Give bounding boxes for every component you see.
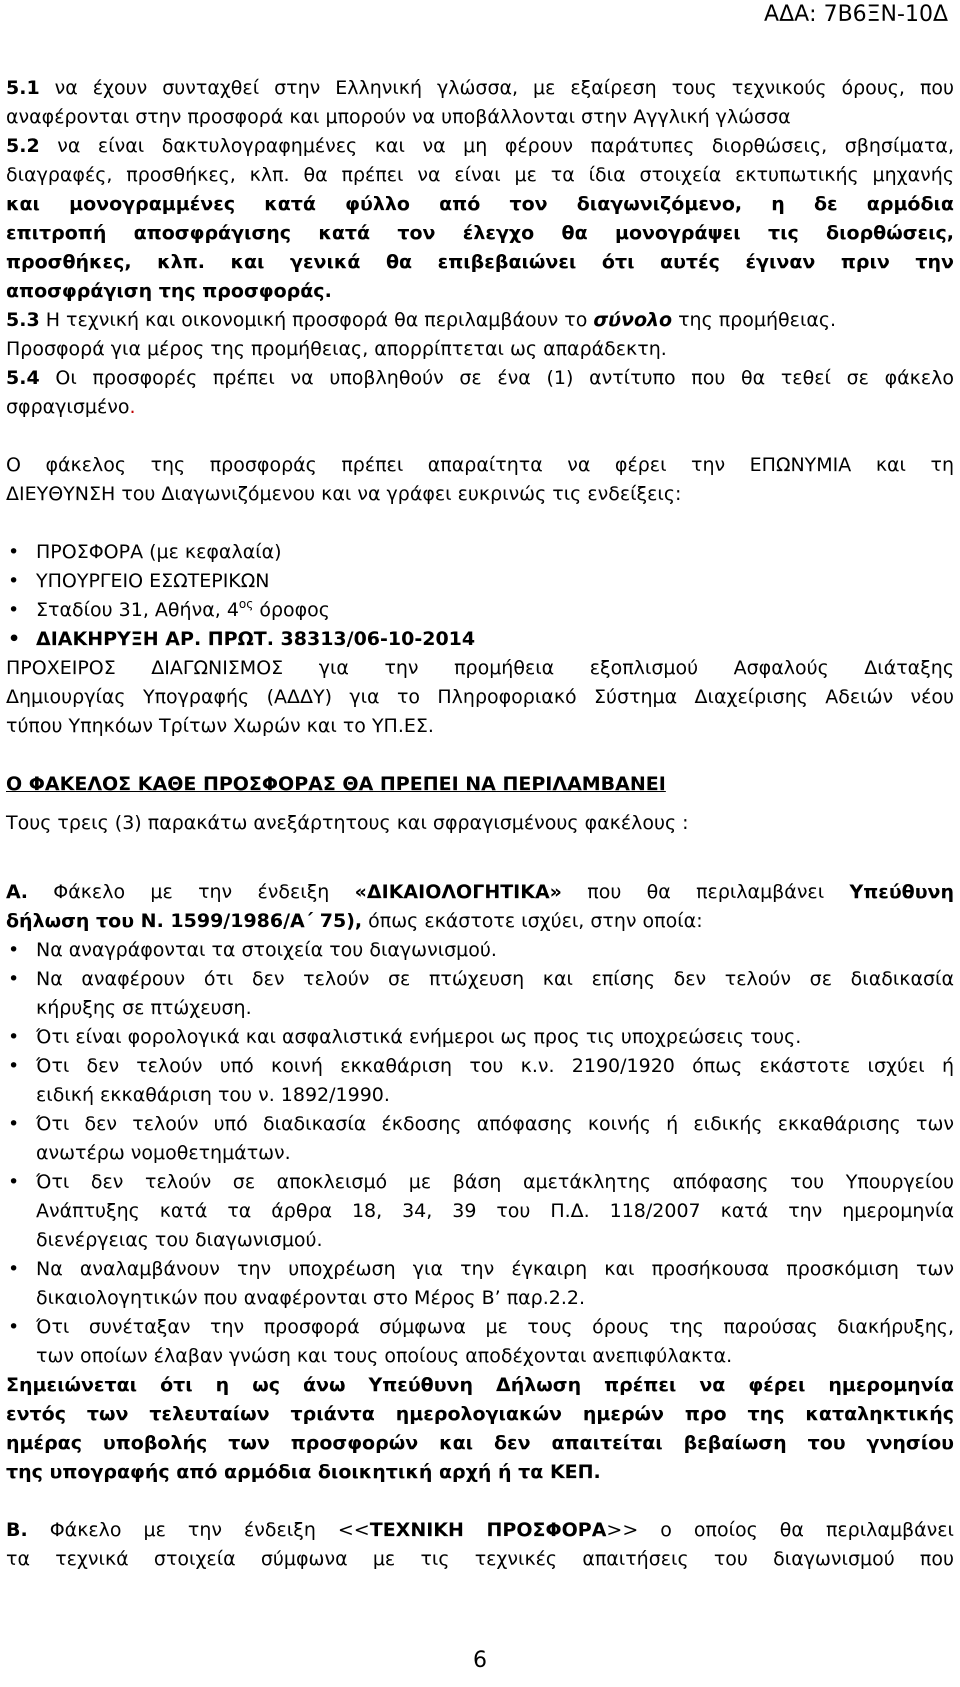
part-a-letter: Α. — [6, 881, 28, 903]
emphasis-total: σύνολο — [593, 309, 673, 331]
list-item-continuation: ανωτέρω νομοθετημάτων. — [36, 1142, 291, 1164]
paragraph-5-2-line-1: 5.2 να είναι δακτυλογραφημένες και να μη φέρουν παράτυπες διορθώσεις, σβησίματα, — [6, 135, 954, 157]
paragraph-5-2-line-4: επιτροπή αποσφράγισης κατά τον έλεγχο θα μονογράψει τις διορθώσεις, — [6, 222, 954, 244]
part-b-line-1: Β. Φάκελο με την ένδειξη <<ΤΕΧΝΙΚΗ ΠΡΟΣΦΟΡΑ>> ο οποίος θα περιλαμβάνει — [6, 1519, 954, 1541]
paragraph-5-2-line-6: αποσφράγιση της προσφοράς. — [6, 280, 332, 302]
paragraph-5-4-line-2: σφραγισμένο. — [6, 396, 136, 418]
envelope-description-line-2: Δημιουργίας Υπογραφής (ΑΔΔΥ) για το Πληροφοριακό Σύστημα Διαχείρισης Αδειών νέου — [6, 686, 954, 708]
list-item-continuation: δικαιολογητικών που αναφέρονται στο Μέρος Β’ παρ.2.2. — [36, 1287, 586, 1309]
envelope-paragraph-line-1: Ο φάκελος της προσφοράς πρέπει απαραίτητα να φέρει την ΕΠΩΝΥΜΙΑ και τη — [6, 454, 954, 476]
list-item: • Ότι δεν τελούν υπό διαδικασία έκδοσης απόφασης κοινής ή ειδικής εκκαθάρισης των — [6, 1110, 954, 1139]
section-number: 5.2 — [6, 135, 40, 157]
section-number: 5.1 — [6, 77, 40, 99]
envelope-description-line-1: ΠΡΟΧΕΙΡΟΣ ΔΙΑΓΩΝΙΣΜΟΣ για την προμήθεια εξοπλισμού Ασφαλούς Διάταξης — [6, 657, 954, 679]
part-a-line-2: δήλωση του Ν. 1599/1986/Α΄ 75), όπως εκάστοτε ισχύει, στην οποία: — [6, 910, 703, 932]
part-a-note-line-1: Σημειώνεται ότι η ως άνω Υπεύθυνη Δήλωση πρέπει να φέρει ημερομηνία — [6, 1374, 954, 1396]
envelope-bullet: • ΔΙΑΚΗΡΥΞΗ ΑΡ. ΠΡΩΤ. 38313/06-10-2014 — [6, 625, 954, 654]
list-item: • Ότι δεν τελούν σε αποκλεισμό με βάση αμετάκλητης απόφασης του Υπουργείου — [6, 1168, 954, 1197]
paragraph-5-2-line-2: διαγραφές, προσθήκες, κλπ. θα πρέπει να είναι με τα ίδια στοιχεία εκτυπωτικής μηχανής — [6, 164, 954, 186]
page-number: 6 — [473, 1648, 487, 1673]
paragraph-5-2-line-5: προσθήκες, κλπ. και γενικά θα επιβεβαιώνει ότι αυτές έγιναν πριν την — [6, 251, 954, 273]
list-item: • Ότι δεν τελούν υπό κοινή εκκαθάριση του κ.ν. 2190/1920 όπως εκάστοτε ισχύει ή — [6, 1052, 954, 1081]
part-b-line-2: τα τεχνικά στοιχεία σύμφωνα με τις τεχνικές απαιτήσεις του διαγωνισμού που — [6, 1548, 954, 1570]
list-item-continuation: των οποίων έλαβαν γνώση και τους οποίους αποδέχονται ανεπιφύλακτα. — [36, 1345, 733, 1367]
paragraph-5-4-line-1: 5.4 Οι προσφορές πρέπει να υποβληθούν σε ένα (1) αντίτυπο που θα τεθεί σε φάκελο — [6, 367, 954, 389]
spacer — [6, 509, 954, 538]
list-item: • Να αναλαμβάνουν την υποχρέωση για την έγκαιρη και προσήκουσα προσκόμιση των — [6, 1255, 954, 1284]
document-body — [6, 74, 954, 1574]
list-item: • Να αναγράφονται τα στοιχεία του διαγωνισμού. — [6, 936, 954, 965]
part-b-letter: Β. — [6, 1519, 28, 1541]
envelope-bullet: • ΠΡΟΣΦΟΡΑ (με κεφαλαία) — [6, 538, 954, 567]
paragraph-5-1-line-1: 5.1 να έχουν συνταχθεί στην Ελληνική γλώσσα, με εξαίρεση τους τεχνικούς όρους, που — [6, 77, 954, 99]
paragraph-5-1-line-2: αναφέρονται στην προσφορά και μπορούν να υποβάλλονται στην Αγγλική γλώσσα — [6, 106, 791, 128]
spacer — [6, 838, 954, 878]
list-item-continuation: ειδική εκκαθάριση του ν. 1892/1990. — [36, 1084, 390, 1106]
list-item: • Ότι συνέταξαν την προσφορά σύμφωνα με τους όρους της παρούσας διακήρυξης, — [6, 1313, 954, 1342]
list-item: • Να αναφέρουν ότι δεν τελούν σε πτώχευση και επίσης δεν τελούν σε διαδικασία — [6, 965, 954, 994]
envelope-bullet: • Σταδίου 31, Αθήνα, $4^{o\varsigma}$ όροφος — [6, 596, 954, 625]
paragraph-5-3-line-1: 5.3 Η τεχνική και οικονομική προσφορά θα περιλαμβάουν το σύνολο της προμήθειας. — [6, 309, 837, 331]
list-item: • Ότι είναι φορολογικά και ασφαλιστικά ενήμεροι ως προς τις υποχρεώσεις τους. — [6, 1023, 954, 1052]
part-a-line-1: Α. Φάκελο με την ένδειξη «ΔΙΚΑΙΟΛΟΓΗΤΙΚΑ» που θα περιλαμβάνει Υπεύθυνη — [6, 881, 955, 903]
paragraph-5-3-line-2: Προσφορά για μέρος της προμήθειας, απορρίπτεται ως απαράδεκτη. — [6, 338, 667, 360]
part-a-bullet-list — [6, 936, 954, 1371]
part-a-note-line-4: της υπογραφής από αρμόδια διοικητική αρχή ή τα ΚΕΠ. — [6, 1461, 601, 1483]
contents-heading: Ο ΦΑΚΕΛΟΣ ΚΑΘΕ ΠΡΟΣΦΟΡΑΣ ΘΑ ΠΡΕΠΕΙ ΝΑ ΠΕΡΙΛΑΜΒΑΝΕΙ — [6, 773, 666, 795]
spacer — [6, 1487, 954, 1516]
section-number: 5.4 — [6, 367, 40, 389]
spacer — [6, 799, 954, 809]
envelope-paragraph-line-2: ΔΙΕΥΘΥΝΣΗ του Διαγωνιζόμενου και να γράφει ευκρινώς τις ενδείξεις: — [6, 483, 682, 505]
list-item-continuation: Ανάπτυξης κατά τα άρθρα 18, 34, 39 του Π.Δ. 118/2007 κατά την ημερομηνία — [36, 1200, 954, 1222]
envelope-bullet: • ΥΠΟΥΡΓΕΙΟ ΕΣΩΤΕΡΙΚΩΝ — [6, 567, 954, 596]
section-number: 5.3 — [6, 309, 40, 331]
spacer — [6, 422, 954, 451]
list-item-continuation: κήρυξης σε πτώχευση. — [36, 997, 252, 1019]
envelope-description-line-3: τύπου Υπηκόων Τρίτων Χωρών και το ΥΠ.ΕΣ. — [6, 715, 434, 737]
spacer — [6, 741, 954, 770]
paragraph-5-2-line-3: και μονογραμμένες κατά φύλλο από τον διαγωνιζόμενο, η δε αρμόδια — [6, 193, 954, 215]
part-a-note-line-3: ημέρας υποβολής των προσφορών και δεν απαιτείται βεβαίωση του γνησίου — [6, 1432, 954, 1454]
list-item-continuation: διενέργειας του διαγωνισμού. — [36, 1229, 323, 1251]
part-a-note-line-2: εντός των τελευταίων τριάντα ημερολογιακών ημερών προ της καταληκτικής — [6, 1403, 954, 1425]
ada-header: ΑΔΑ: 7Β6ΞΝ-10Δ — [764, 2, 948, 27]
contents-intro: Τους τρεις (3) παρακάτω ανεξάρτητους και σφραγισμένους φακέλους : — [6, 812, 689, 834]
